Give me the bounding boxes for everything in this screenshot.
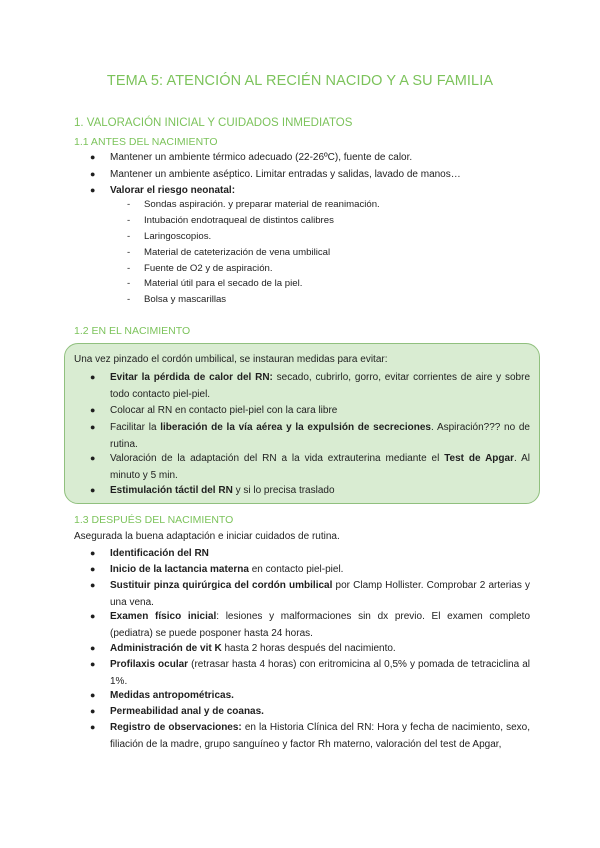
bullet-icon: ● <box>90 643 96 653</box>
bullet-icon: ● <box>90 372 96 382</box>
subsection-1-3-heading: 1.3 DESPUÉS DEL NACIMIENTO <box>74 514 234 526</box>
subsection-1-1-heading: 1.1 ANTES DEL NACIMIENTO <box>74 136 218 148</box>
section-1-heading: 1. VALORACIÓN INICIAL Y CUIDADOS INMEDIATOS <box>74 117 353 129</box>
bullet-icon: ● <box>90 405 96 415</box>
list-item: ● Mantener un ambiente aséptico. Limitar entradas y salidas, lavado de manos… <box>110 166 530 183</box>
sub-list-item: - Bolsa y mascarillas <box>144 292 226 308</box>
document-title: TEMA 5: ATENCIÓN AL RECIÉN NACIDO Y A SU FAMILIA <box>106 73 494 89</box>
sub-list-item: - Laringoscopios. <box>144 229 211 245</box>
list-item: ● Mantener un ambiente térmico adecuado (22-26ºC), fuente de calor. <box>110 149 530 166</box>
list-item: ● Registro de observaciones: en la Historia Clínica del RN: Hora y fecha de nacimiento, sexo, filiación de la madre, grupo sanguíneo y factor Rh materno, valoración del test de Apgar, <box>110 719 530 753</box>
bullet-icon: ● <box>90 185 96 195</box>
list-item: ● Medidas antropométricas. <box>110 687 530 704</box>
bullet-icon: ● <box>90 453 96 463</box>
list-item: ● Inicio de la lactancia materna en contacto piel-piel. <box>110 561 530 578</box>
list-item: ● Evitar la pérdida de calor del RN: secado, cubrirlo, gorro, evitar corrientes de aire y sobre todo contacto piel-piel. <box>110 369 530 403</box>
bullet-icon: ● <box>90 485 96 495</box>
list-item: ● Administración de vit K hasta 2 horas después del nacimiento. <box>110 640 530 657</box>
dash-icon: - <box>127 215 131 226</box>
bullet-icon: ● <box>90 690 96 700</box>
list-item: ● Valoración de la adaptación del RN a la vida extrauterina mediante el Test de Apgar. Al minuto y 5 min. <box>110 450 530 484</box>
dash-icon: - <box>127 278 131 289</box>
dash-icon: - <box>127 231 131 242</box>
section-intro: Asegurada la buena adaptación e iniciar cuidados de rutina. <box>74 531 340 542</box>
bullet-icon: ● <box>90 422 96 432</box>
sub-list-item: - Sondas aspiración. y preparar material de reanimación. <box>144 197 380 213</box>
list-item: ● Valorar el riesgo neonatal: <box>110 182 530 199</box>
subsection-1-2-heading: 1.2 EN EL NACIMIENTO <box>74 325 191 337</box>
bullet-icon: ● <box>90 152 96 162</box>
sub-list-item: - Intubación endotraqueal de distintos calibres <box>144 213 334 229</box>
sub-list-item: - Fuente de O2 y de aspiración. <box>144 261 273 277</box>
list-item: ● Examen físico inicial: lesiones y malformaciones sin dx previo. El examen completo (pediatra) se puede posponer hasta 24 horas. <box>110 608 530 642</box>
list-item: ● Sustituir pinza quirúrgica del cordón umbilical por Clamp Hollister. Comprobar 2 arterias y una vena. <box>110 577 530 611</box>
bullet-icon: ● <box>90 611 96 621</box>
bullet-icon: ● <box>90 659 96 669</box>
sub-list-item: - Material de cateterización de vena umbilical <box>144 245 330 261</box>
bullet-icon: ● <box>90 169 96 179</box>
list-item: ● Identificación del RN <box>110 545 530 562</box>
bullet-icon: ● <box>90 722 96 732</box>
bullet-icon: ● <box>90 706 96 716</box>
list-item: ● Estimulación táctil del RN y si lo precisa traslado <box>110 482 530 499</box>
sub-list-item: - Material útil para el secado de la piel. <box>144 276 302 292</box>
bullet-icon: ● <box>90 564 96 574</box>
box-intro: Una vez pinzado el cordón umbilical, se instauran medidas para evitar: <box>74 354 388 365</box>
list-item: ● Permeabilidad anal y de coanas. <box>110 703 530 720</box>
dash-icon: - <box>127 247 131 258</box>
dash-icon: - <box>127 199 131 210</box>
bullet-icon: ● <box>90 580 96 590</box>
dash-icon: - <box>127 294 131 305</box>
list-item: ● Facilitar la liberación de la vía aérea y la expulsión de secreciones. Aspiración??? no de rutina. <box>110 419 530 453</box>
list-item: ● Profilaxis ocular (retrasar hasta 4 horas) con eritromicina al 0,5% y pomada de tetraciclina al 1%. <box>110 656 530 690</box>
dash-icon: - <box>127 263 131 274</box>
bullet-icon: ● <box>90 548 96 558</box>
list-item: ● Colocar al RN en contacto piel-piel con la cara libre <box>110 402 530 419</box>
